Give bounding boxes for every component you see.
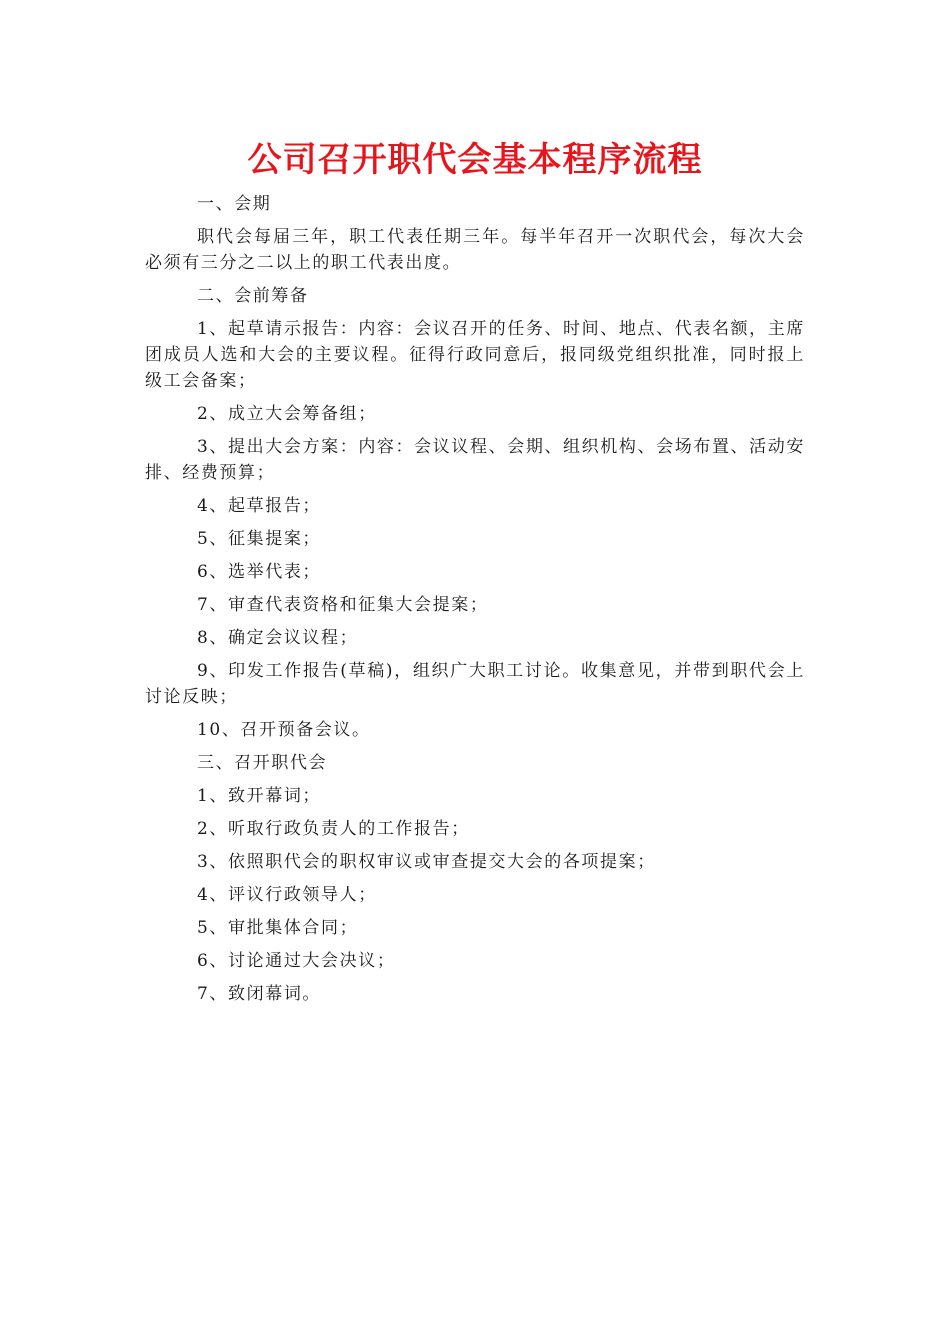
list-item: 4、评议行政领导人；: [197, 885, 377, 905]
list-item: 1、起草请示报告：内容：会议召开的任务、时间、地点、代表名额，主席团成员人选和大会的主要议程。征得行政同意后，报同级党组织批准，同时报上级工会备案；: [145, 319, 805, 391]
list-item: 1、致开幕词；: [197, 786, 322, 806]
list-item: 6、选举代表；: [197, 562, 322, 582]
list-item: 2、成立大会筹备组；: [197, 404, 377, 424]
list-item: 7、致闭幕词。: [197, 984, 322, 1004]
list-item: 10、召开预备会议。: [197, 720, 371, 740]
paragraph-section-heading: 一、会期: [197, 194, 272, 214]
list-item: 8、确定会议议程；: [197, 628, 359, 648]
list-item: 9、印发工作报告(草稿)，组织广大职工讨论。收集意见，并带到职代会上讨论反映；: [145, 661, 805, 707]
list-item: 7、审查代表资格和征集大会提案；: [197, 595, 489, 615]
list-item: 4、起草报告；: [197, 496, 322, 516]
paragraph: 职代会每届三年，职工代表任期三年。每半年召开一次职代会，每次大会必须有三分之二以上的职工代表出度。: [145, 227, 805, 273]
document-content: [145, 191, 805, 1007]
list-item: 2、听取行政负责人的工作报告；: [197, 819, 470, 839]
document-body: [145, 135, 805, 1014]
list-item: 3、提出大会方案：内容：会议议程、会期、组织机构、会场布置、活动安排、经费预算；: [145, 437, 805, 483]
list-item: 5、征集提案；: [197, 529, 322, 549]
paragraph-section-heading: 二、会前筹备: [197, 286, 309, 306]
list-item: 6、讨论通过大会决议；: [197, 951, 396, 971]
paragraph-section-heading: 三、召开职代会: [197, 753, 328, 773]
list-item: 3、依照职代会的职权审议或审查提交大会的各项提案；: [197, 852, 656, 872]
list-item: 5、审批集体合同；: [197, 918, 359, 938]
document-title: 公司召开职代会基本程序流程: [247, 140, 703, 180]
